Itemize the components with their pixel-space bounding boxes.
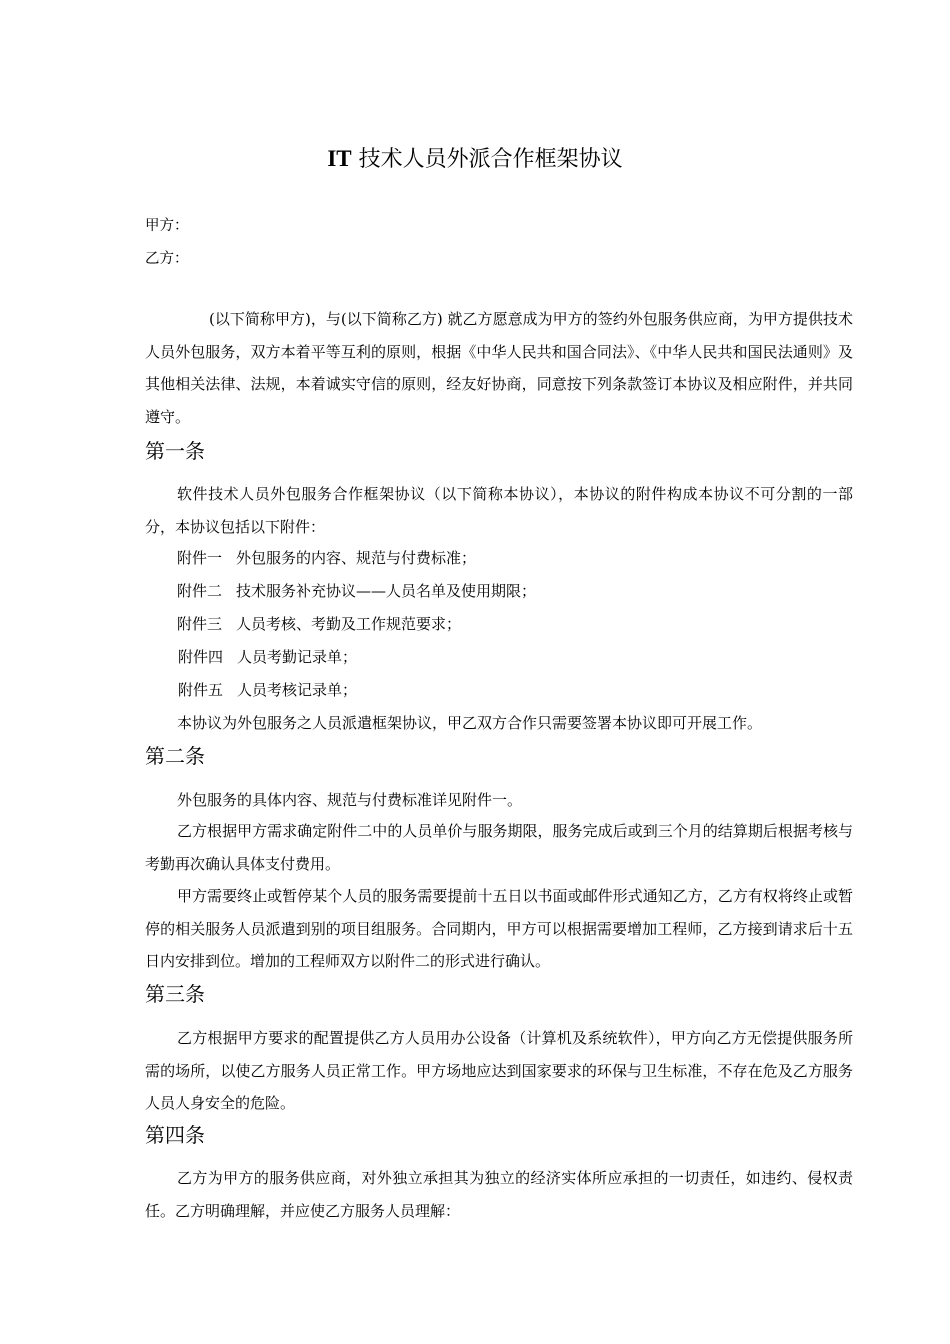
attachment-text: 人员考核记录单； (237, 681, 358, 699)
attachment-item (145, 679, 888, 701)
title-latin: IT (327, 146, 352, 171)
article-3-heading: 第三条 (145, 982, 205, 1006)
article-2-paragraph-2: 乙方根据甲方需求确定附件二中的人员单价与服务期限，服务完成后或到三个月的结算期后根据考核与考勤再次确认具体支付费用。 (145, 822, 853, 873)
party-a-label: 甲方： (145, 218, 189, 234)
attachment-name: 附件三 (177, 615, 223, 633)
article-1-heading: 第一条 (145, 439, 205, 463)
attachment-item (145, 646, 888, 668)
attachment-text: 外包服务的内容、规范与付费标准； (236, 549, 477, 567)
attachment-name: 附件四 (178, 648, 224, 666)
attachment-item (145, 580, 887, 602)
attachment-text: 人员考核、考勤及工作规范要求； (236, 615, 462, 633)
attachment-name: 附件一 (177, 549, 223, 567)
attachment-text: 技术服务补充协议——人员名单及使用期限； (236, 582, 537, 600)
article-2-heading: 第二条 (145, 744, 205, 768)
article-3-paragraph-1: 乙方根据甲方要求的配置提供乙方人员用办公设备（计算机及系统软件），甲方向乙方无偿提供服务所需的场所，以使乙方服务人员正常工作。甲方场地应达到国家要求的环保与卫生标准，不存在危及乙方服务人员人身安全的危险。 (145, 1029, 853, 1112)
article-2-paragraph-1: 外包服务的具体内容、规范与付费标准详见附件一。 (177, 791, 523, 809)
article-1-paragraph-2: 本协议为外包服务之人员派遣框架协议，甲乙双方合作只需要签署本协议即可开展工作。 (177, 714, 763, 732)
title-text: 技术人员外派合作框架协议 (351, 147, 623, 172)
attachment-item (145, 547, 887, 569)
attachment-item (145, 613, 887, 635)
article-2-paragraph-3: 甲方需要终止或暂停某个人员的服务需要提前十五日以书面或邮件形式通知乙方，乙方有权将终止或暂停的相关服务人员派遣到别的项目组服务。合同期内，甲方可以根据需要增加工程师，乙方接到请求后十五日内安排到位。增加的工程师双方以附件二的形式进行确认。 (145, 887, 853, 970)
intro-paragraph: (以下简称甲方)，与(以下简称乙方) 就乙方愿意成为甲方的签约外包服务供应商，为甲方提供技术人员外包服务，双方本着平等互利的原则，根据《中华人民共和国合同法》、《中华人民共和国民法通则》及其他相关法律、法规，本着诚实守信的原则，经友好协商，同意按下列条款签订本协议及相应附件，并共同遵守。 (145, 310, 853, 426)
document-title (0, 144, 950, 175)
attachment-text: 人员考勤记录单； (237, 648, 358, 666)
article-4-paragraph-1: 乙方为甲方的服务供应商，对外独立承担其为独立的经济实体所应承担的一切责任，如违约、侵权责任。乙方明确理解，并应使乙方服务人员理解： (145, 1169, 853, 1220)
attachment-name: 附件五 (178, 681, 224, 699)
attachment-name: 附件二 (177, 582, 223, 600)
article-1-paragraph-1: 软件技术人员外包服务合作框架协议（以下简称本协议），本协议的附件构成本协议不可分割的一部分，本协议包括以下附件： (145, 485, 853, 536)
article-4-heading: 第四条 (145, 1123, 205, 1147)
party-b-label: 乙方： (145, 251, 189, 267)
